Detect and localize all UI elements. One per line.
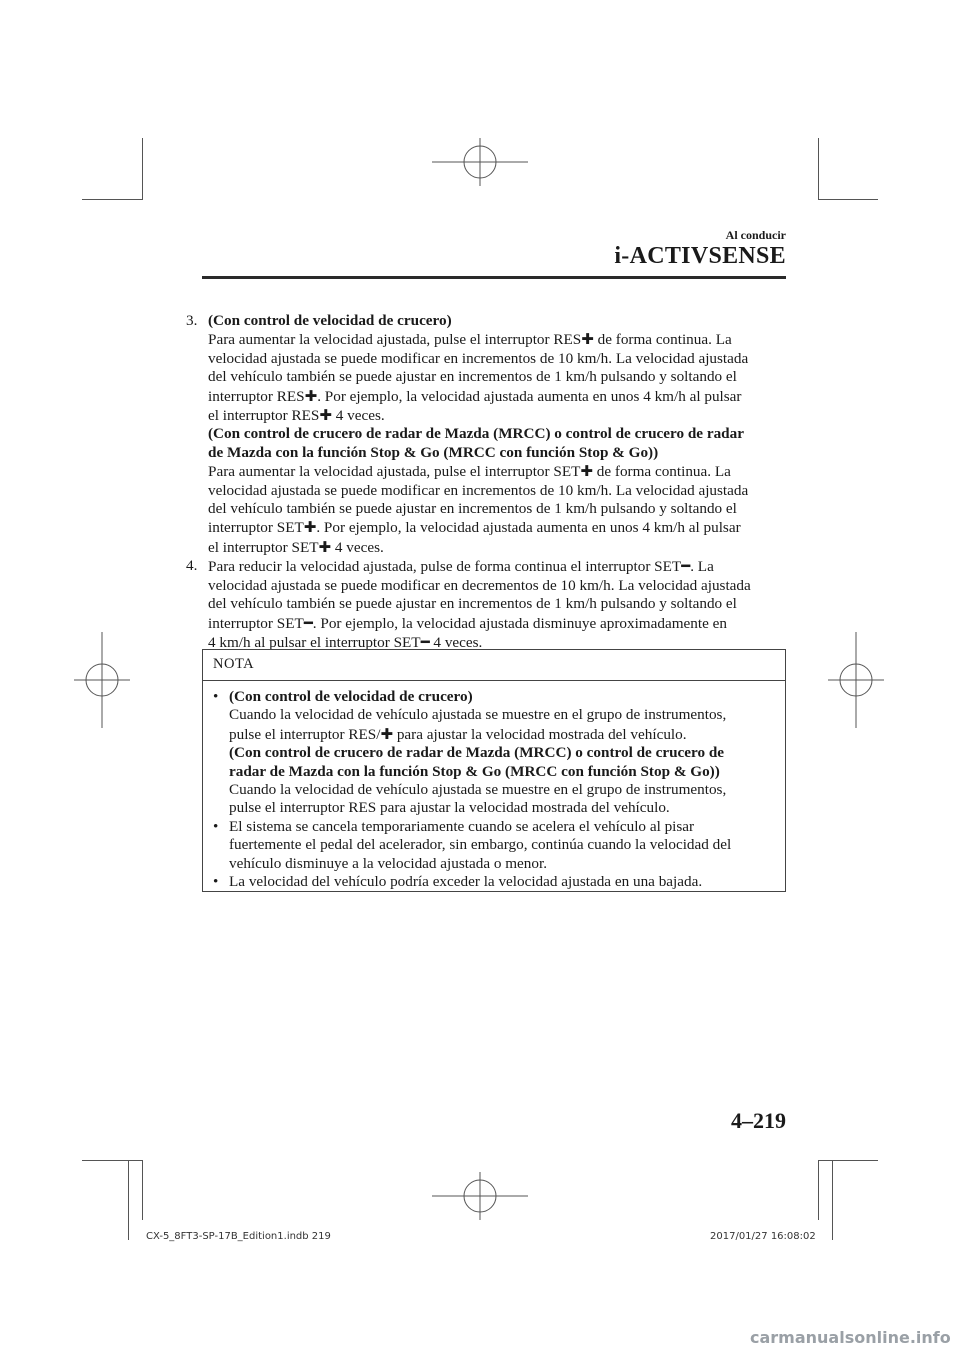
plus-icon: ✚ [319, 406, 332, 425]
crop-mark [142, 138, 143, 200]
note-bullet [213, 818, 773, 873]
text-line: del vehículo también se puede ajustar en incrementos de 1 km/h pulsando y soltando el [208, 500, 737, 518]
main-content [186, 312, 786, 652]
plus-icon: ✚ [318, 537, 332, 556]
text-line: velocidad ajustada se puede modificar en decrementos de 10 km/h. La velocidad ajustada [208, 576, 751, 594]
text-line: Para aumentar la velocidad ajustada, pulse el interruptor RES✚ de forma continua. La [208, 330, 732, 349]
bullet-icon: • [213, 873, 219, 891]
note-body [213, 688, 773, 891]
crop-mark [128, 1160, 129, 1240]
page-number: 4–219 [731, 1108, 786, 1133]
step-body [208, 557, 786, 652]
footer-timestamp: 2017/01/27 16:08:02 [710, 1231, 816, 1242]
step-number: 4. [186, 557, 198, 575]
registration-mark-icon [432, 138, 528, 186]
crop-mark [818, 138, 819, 200]
text-line: el interruptor RES✚ 4 veces. [208, 406, 385, 425]
watermark: carmanualsonline.info [750, 1328, 951, 1347]
text-line: interruptor RES✚. Por ejemplo, la velocidad ajustada aumenta en unos 4 km/h al pulsar [208, 386, 742, 405]
text-line: del vehículo también se puede ajustar en incrementos de 1 km/h pulsando y soltando el [208, 368, 737, 386]
registration-mark-icon [432, 1172, 528, 1220]
bullet-text: El sistema se cancela temporariamente cuando se acelera el vehículo al pisar fuertemente el pedal del acelerador, sin embargo, continúa cuando la velocidad del vehículo disminuye a la velocidad ajustada o menor. [229, 817, 732, 872]
text-line: velocidad ajustada se puede modificar en incrementos de 10 km/h. La velocidad ajustada [208, 349, 749, 367]
text-line: Para reducir la velocidad ajustada, pulse de forma continua el interruptor SET━. La [208, 557, 714, 576]
minus-icon: ━ [681, 557, 691, 576]
header-divider [202, 276, 786, 279]
bullet-icon: • [213, 817, 219, 835]
text-line: 4 km/h al pulsar el interruptor SET━ 4 veces. [208, 632, 483, 651]
step-number: 3. [186, 312, 198, 329]
step-body [208, 312, 786, 557]
crop-mark [818, 199, 878, 200]
crop-mark [818, 1160, 878, 1161]
text-line: interruptor SET✚. Por ejemplo, la velocidad ajustada aumenta en unos 4 km/h al pulsar [208, 518, 741, 537]
text-line: velocidad ajustada se puede modificar en incrementos de 10 km/h. La velocidad ajustada [208, 481, 749, 499]
cruise-heading: (Con control de velocidad de crucero) [208, 312, 452, 329]
registration-mark-icon [828, 632, 884, 728]
chapter-title: i-ACTIVSENSE [614, 243, 786, 269]
minus-icon: ━ [420, 632, 430, 651]
plus-icon: ✚ [580, 462, 593, 481]
crop-mark [142, 1160, 143, 1220]
text-line: Para aumentar la velocidad ajustada, pulse el interruptor SET✚ de forma continua. La [208, 462, 731, 481]
note-title: NOTA [213, 656, 255, 672]
crop-mark [82, 1160, 143, 1161]
plus-icon: ✚ [581, 330, 594, 349]
note-bullet [213, 688, 773, 818]
crop-mark [818, 1160, 819, 1220]
bullet-text: (Con control de velocidad de crucero) Cuando la velocidad de vehículo ajustada se muestre en el grupo de instrumentos, pulse el interruptor RES/✚ para ajustar la velocidad mostrada del vehículo. (Con control de crucero de radar de Mazda (MRCC) o control de crucero de radar de Mazda con la función Stop & Go (MRCC con función Stop & Go)) Cuando la velocidad de vehículo ajustada se muestre en el grupo de instrumentos, pulse el interruptor RES para ajustar la velocidad mostrada del vehículo. [229, 688, 727, 817]
text-line: el interruptor SET✚ 4 veces. [208, 537, 384, 556]
registration-mark-icon [74, 632, 130, 728]
note-bullet [213, 873, 773, 891]
note-divider [203, 680, 785, 681]
step-4 [186, 557, 786, 652]
text-line: del vehículo también se puede ajustar en incrementos de 1 km/h pulsando y soltando el [208, 595, 737, 613]
mrcc-heading: (Con control de crucero de radar de Mazda (MRCC) o control de crucero de radar [208, 425, 744, 443]
bullet-text: La velocidad del vehículo podría exceder la velocidad ajustada en una bajada. [229, 873, 703, 891]
footer-file: CX-5_8FT3-SP-17B_Edition1.indb 219 [146, 1231, 331, 1242]
plus-icon: ✚ [304, 386, 318, 405]
plus-icon: ✚ [380, 724, 394, 743]
note-box [202, 649, 786, 892]
minus-icon: ━ [303, 613, 313, 632]
mrcc-heading: de Mazda con la función Stop & Go (MRCC con función Stop & Go)) [208, 443, 659, 461]
step-3 [186, 312, 786, 557]
plus-icon: ✚ [303, 518, 317, 537]
text-line: interruptor SET━. Por ejemplo, la velocidad ajustada disminuye aproximadamente en [208, 613, 727, 632]
crop-mark [832, 1160, 833, 1240]
bullet-icon: • [213, 688, 219, 705]
crop-mark [82, 199, 143, 200]
section-label: Al conducir [725, 228, 786, 242]
